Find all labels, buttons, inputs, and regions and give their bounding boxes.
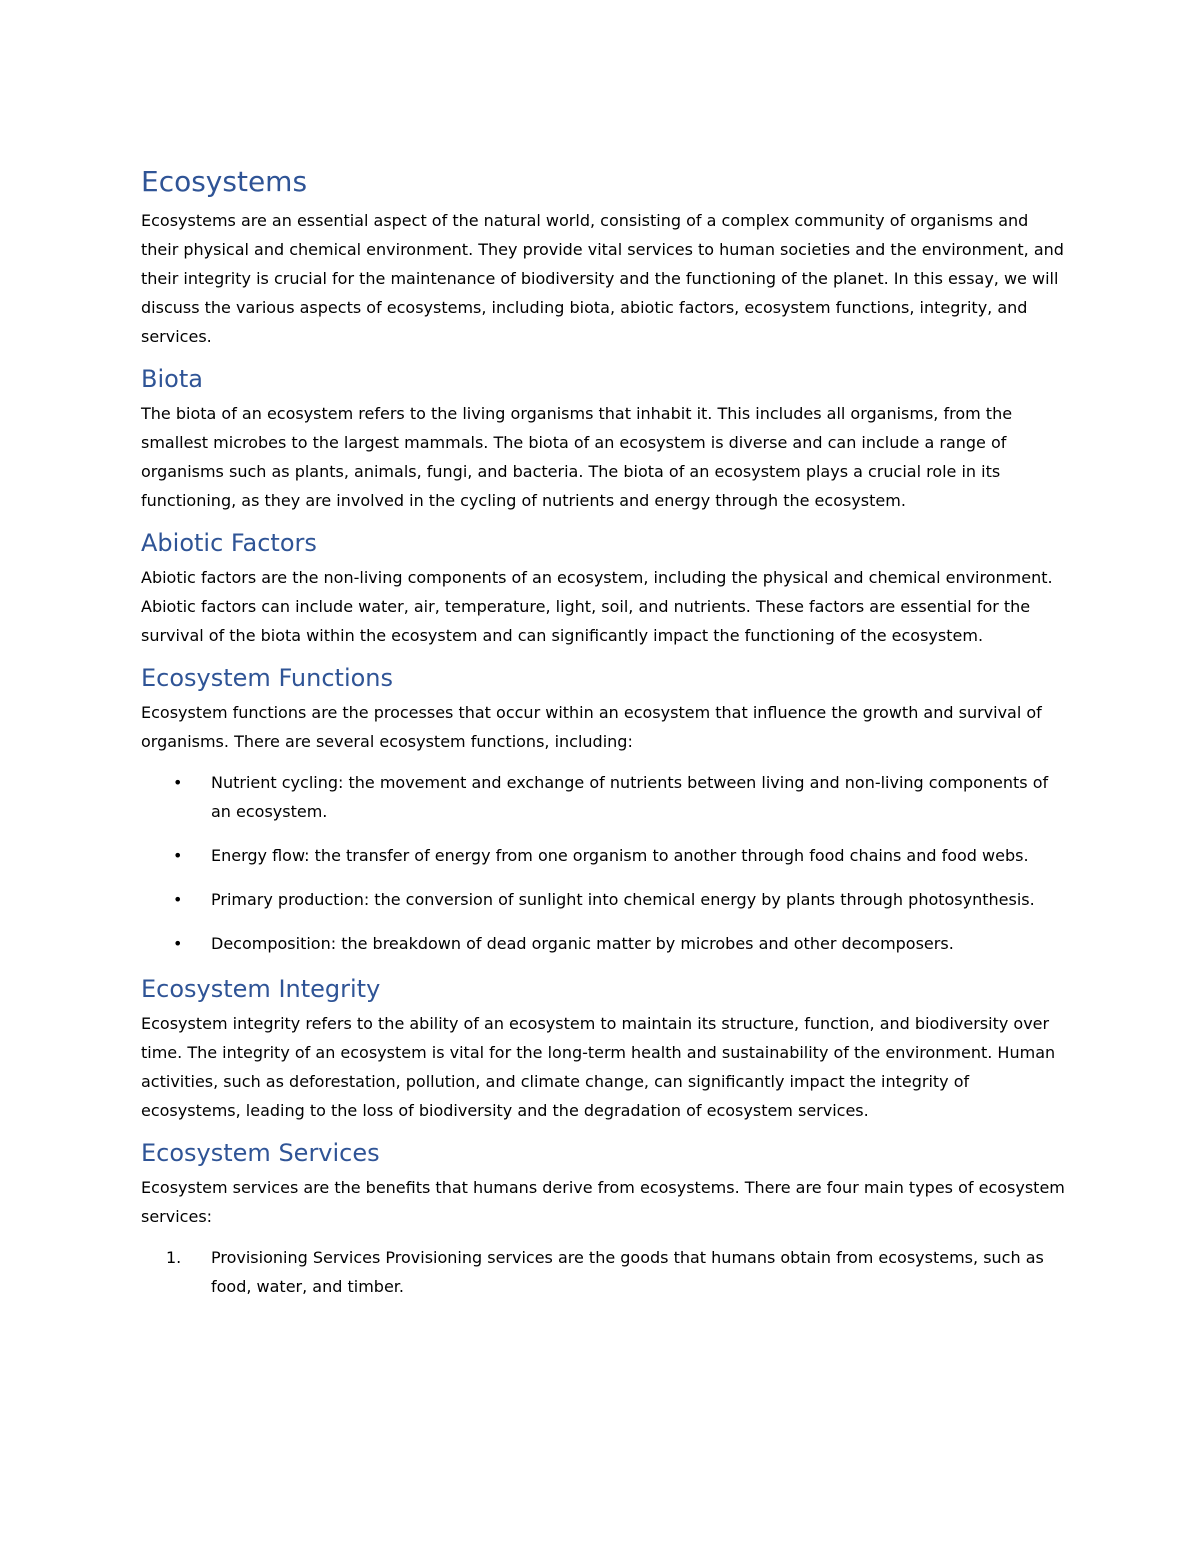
list-item-text: Energy flow: the transfer of energy from one organism to another through food chains and food webs. bbox=[211, 846, 1029, 865]
ecosystem-services-paragraph: Ecosystem services are the benefits that humans derive from ecosystems. There are four main types of ecosystem services: bbox=[141, 1178, 1065, 1226]
list-item bbox=[141, 1243, 1066, 1301]
list-item-text: Decomposition: the breakdown of dead organic matter by microbes and other decomposers. bbox=[211, 934, 954, 953]
bullet-icon: • bbox=[173, 846, 183, 865]
document-body bbox=[141, 164, 1066, 1316]
list-item-text: Nutrient cycling: the movement and exchange of nutrients between living and non-living components of an ecosystem. bbox=[211, 773, 1049, 821]
list-number: 1. bbox=[166, 1248, 182, 1267]
intro-paragraph: Ecosystems are an essential aspect of the natural world, consisting of a complex community of organisms and their physical and chemical environment. They provide vital services to human societies and the environment, and their integrity is crucial for the maintenance of biodiversity and the functioning of the planet. In this essay, we will discuss the various aspects of ecosystems, including biota, abiotic factors, ecosystem functions, integrity, and services. bbox=[141, 211, 1064, 346]
list-item-text: Provisioning Services Provisioning services are the goods that humans obtain from ecosystems, such as food, water, and timber. bbox=[211, 1248, 1044, 1296]
list-item bbox=[141, 885, 1066, 914]
heading-biota: Biota bbox=[141, 365, 203, 393]
heading-ecosystem-functions: Ecosystem Functions bbox=[141, 664, 394, 692]
bullet-icon: • bbox=[173, 890, 183, 909]
abiotic-factors-paragraph: Abiotic factors are the non-living components of an ecosystem, including the physical and chemical environment. Abiotic factors can include water, air, temperature, light, soil, and nutrients. These factors are essential for the survival of the biota within the ecosystem and can significantly impact the functioning of the ecosystem. bbox=[141, 568, 1053, 645]
ecosystem-functions-list bbox=[141, 768, 1066, 958]
heading-ecosystem-services: Ecosystem Services bbox=[141, 1139, 380, 1167]
list-item bbox=[141, 768, 1066, 826]
heading-abiotic-factors: Abiotic Factors bbox=[141, 529, 317, 557]
ecosystem-services-list bbox=[141, 1243, 1066, 1301]
bullet-icon: • bbox=[173, 934, 183, 953]
heading-ecosystem-integrity: Ecosystem Integrity bbox=[141, 975, 381, 1003]
biota-paragraph: The biota of an ecosystem refers to the living organisms that inhabit it. This includes all organisms, from the smallest microbes to the largest mammals. The biota of an ecosystem is diverse and can include a range of organisms such as plants, animals, fungi, and bacteria. The biota of an ecosystem plays a crucial role in its functioning, as they are involved in the cycling of nutrients and energy through the ecosystem. bbox=[141, 404, 1013, 510]
list-item-text: Primary production: the conversion of sunlight into chemical energy by plants through photosynthesis. bbox=[211, 890, 1035, 909]
list-item bbox=[141, 841, 1066, 870]
ecosystem-functions-paragraph: Ecosystem functions are the processes that occur within an ecosystem that influence the growth and survival of organisms. There are several ecosystem functions, including: bbox=[141, 703, 1042, 751]
bullet-icon: • bbox=[173, 773, 183, 792]
document-title: Ecosystems bbox=[141, 165, 308, 198]
list-item bbox=[141, 929, 1066, 958]
ecosystem-integrity-paragraph: Ecosystem integrity refers to the ability of an ecosystem to maintain its structure, function, and biodiversity over time. The integrity of an ecosystem is vital for the long-term health and sustainability of the environment. Human activities, such as deforestation, pollution, and climate change, can significantly impact the integrity of ecosystems, leading to the loss of biodiversity and the degradation of ecosystem services. bbox=[141, 1014, 1056, 1120]
